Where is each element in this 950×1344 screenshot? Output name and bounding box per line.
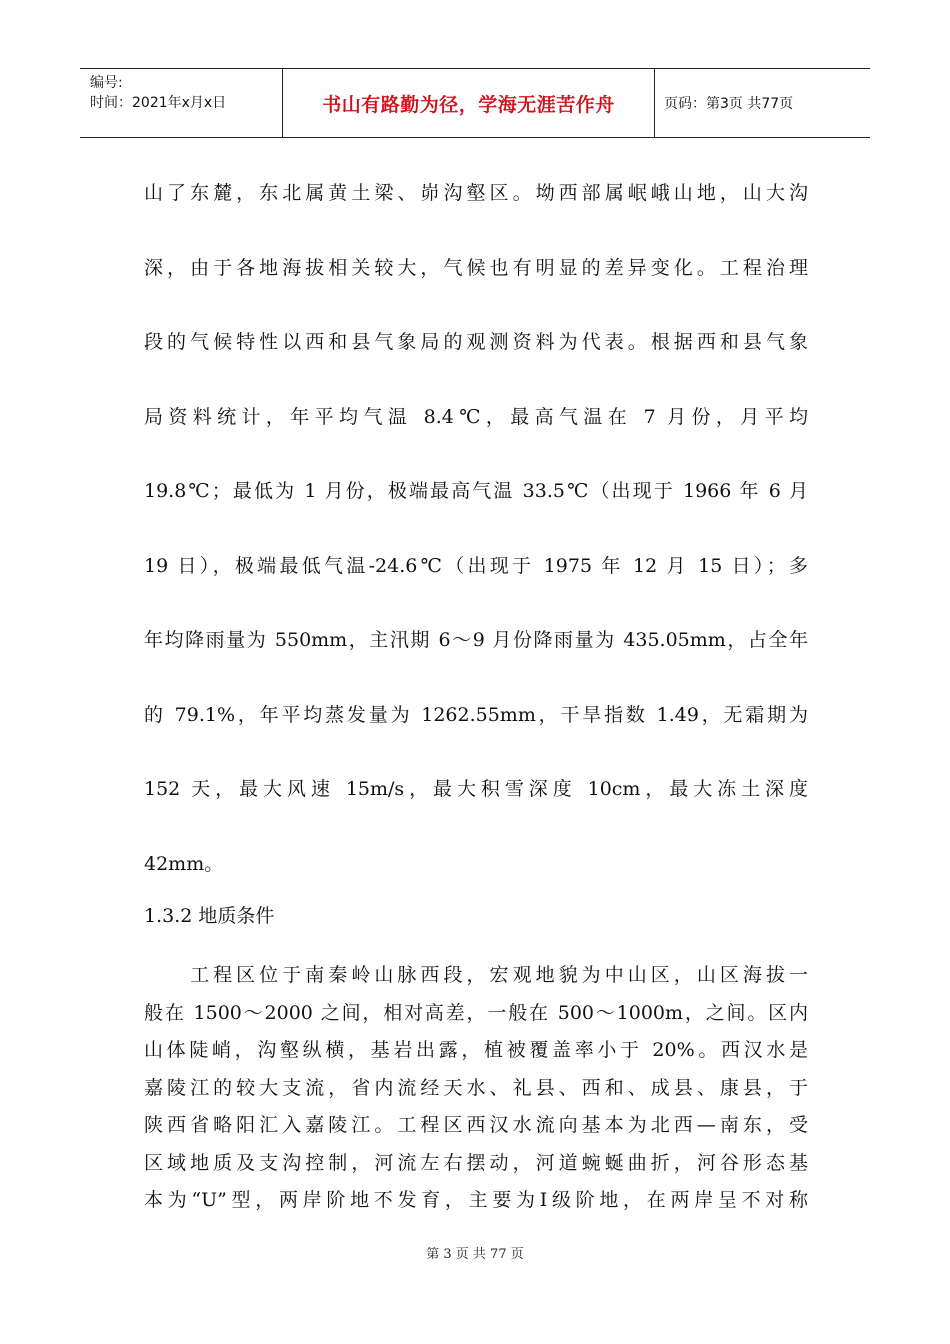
text-line: 年均降雨量为 550mm，主汛期 6～9 月份降雨量为 435.05mm，占全年	[144, 629, 808, 651]
text-line: 本为“U”型，两岸阶地不发育，主要为Ⅰ级阶地，在两岸呈不对称	[144, 1189, 808, 1211]
text-line: 深，由于各地海拔相关较大，气候也有明显的差异变化。工程治理	[144, 256, 808, 279]
text-line: 的 79.1%，年平均蒸发量为 1262.55mm，干旱指数 1.49，无霜期为	[144, 703, 808, 726]
climate-paragraph	[144, 156, 808, 901]
geology-paragraph	[144, 957, 808, 1220]
text-line: 山体陡峭，沟壑纵横，基岩出露，植被覆盖率小于 20%。西汉水是	[144, 1039, 808, 1061]
text-line: 152 天，最大风速 15m/s，最大积雪深度 10cm，最大冻土深度	[144, 778, 808, 800]
header-motto-cell	[283, 69, 655, 137]
header-page-number: 页码：第3页 共77页	[664, 96, 794, 112]
text-line: 嘉陵江的较大支流，省内流经天水、礼县、西和、成县、康县，于	[144, 1076, 808, 1099]
text-line: 19.8℃；最低为 1 月份，极端最高气温 33.5℃（出现于 1966 年 6 月	[144, 480, 808, 502]
document-date-label: 时间：2021年x月x日	[90, 95, 227, 111]
document-number-label: 编号:	[90, 75, 123, 91]
text-line: 局资料统计，年平均气温 8.4℃，最高气温在 7 月份，月平均	[144, 405, 808, 428]
section-heading: 1.3.2 地质条件	[144, 905, 275, 927]
header-meta-cell	[80, 69, 283, 137]
text-line: 19 日），极端最低气温-24.6℃（出现于 1975 年 12 月 15 日）；多	[144, 554, 808, 577]
text-line: 区域地质及支沟控制，河流左右摆动，河道蜿蜒曲折，河谷形态基	[144, 1151, 808, 1174]
header-motto: 书山有路勤为径，学海无涯苦作舟	[322, 93, 615, 116]
page-footer: 第 3 页 共 77 页	[426, 1247, 524, 1262]
text-line: 山了东麓，东北属黄土梁、峁沟壑区。坳西部属岷峨山地，山大沟	[144, 182, 808, 204]
text-line: 陕西省略阳汇入嘉陵江。工程区西汉水流向基本为北西—南东，受	[144, 1114, 808, 1136]
text-line: 42mm。	[144, 852, 224, 875]
header-page-cell	[655, 69, 870, 137]
text-line: 工程区位于南秦岭山脉西段，宏观地貌为中山区，山区海拔一	[144, 964, 808, 986]
text-line: 般在 1500～2000 之间，相对高差，一般在 500～1000m，之间。区内	[144, 1001, 808, 1024]
text-line: 段的气候特性以西和县气象局的观测资料为代表。根据西和县气象	[144, 331, 808, 353]
page-header	[80, 68, 870, 138]
